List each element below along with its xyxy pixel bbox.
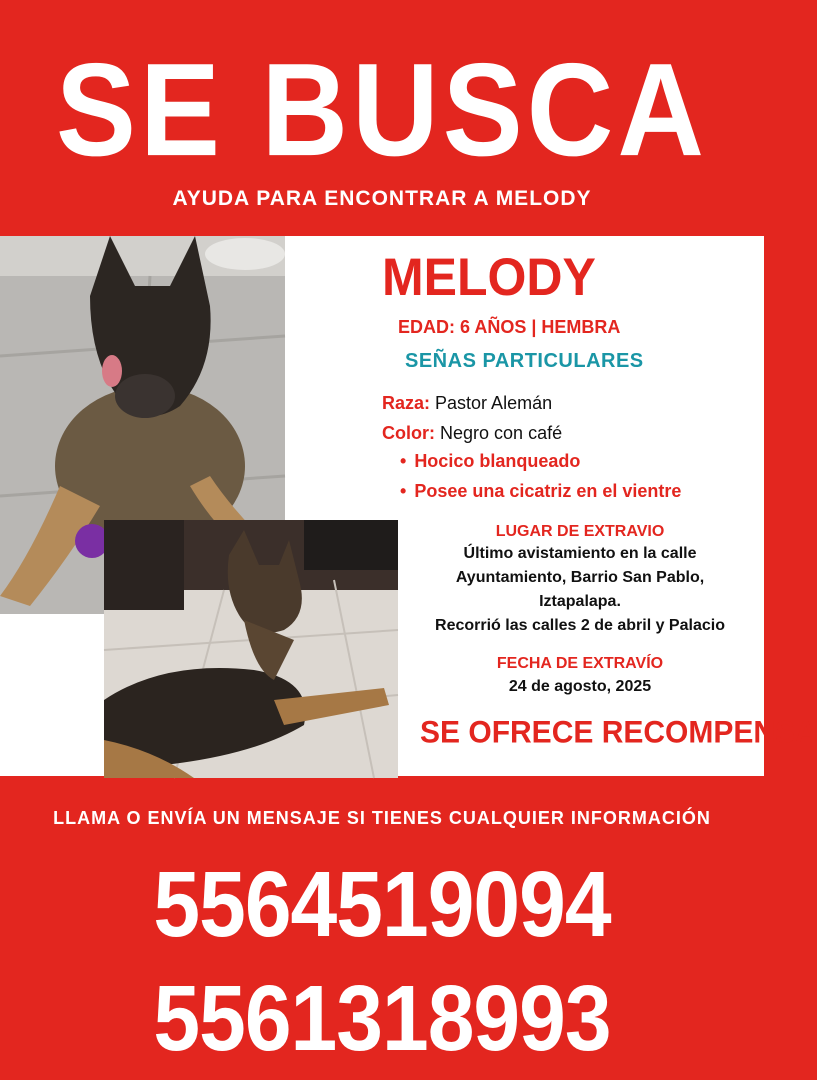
poster-subtitle: AYUDA PARA ENCONTRAR A MELODY bbox=[172, 187, 592, 210]
features-list bbox=[400, 450, 681, 510]
breed-label: Raza: bbox=[382, 393, 431, 413]
breed-row bbox=[382, 392, 552, 414]
location-line: Ayuntamiento, Barrio San Pablo, bbox=[455, 569, 705, 586]
location-section bbox=[420, 522, 740, 638]
contact-footer bbox=[0, 776, 764, 1080]
location-line: Iztapalapa. bbox=[539, 593, 621, 610]
pet-name: MELODY bbox=[382, 247, 596, 307]
pet-age-sex: EDAD: 6 AÑOS | HEMBRA bbox=[398, 317, 621, 337]
color-value: Negro con café bbox=[440, 423, 563, 443]
header-banner bbox=[0, 0, 764, 236]
lost-date-heading: FECHA DE EXTRAVÍO bbox=[496, 655, 664, 672]
signs-heading: SEÑAS PARTICULARES bbox=[405, 350, 644, 372]
lost-date-value: 24 de agosto, 2025 bbox=[508, 678, 652, 695]
reward-banner: SE OFRECE RECOMPENSA bbox=[420, 715, 817, 750]
location-heading: LUGAR DE EXTRAVIO bbox=[495, 523, 665, 540]
lost-date-section bbox=[420, 654, 740, 700]
phone-number-1[interactable]: 5564519094 bbox=[153, 852, 611, 956]
color-row bbox=[382, 422, 562, 444]
poster-title: SE BUSCA bbox=[55, 36, 709, 184]
phone-number-2[interactable]: 5561318993 bbox=[153, 966, 611, 1070]
details-panel bbox=[0, 236, 817, 776]
location-line: Último avistamiento en la calle bbox=[463, 545, 697, 562]
contact-cta: LLAMA O ENVÍA UN MENSAJE SI TIENES CUALQUIER INFORMACIÓN bbox=[53, 808, 711, 828]
location-line: Recorrió las calles 2 de abril y Palacio bbox=[435, 617, 725, 634]
list-item: • Hocico blanqueado bbox=[400, 451, 581, 471]
dog-photo-side-view bbox=[104, 520, 398, 778]
bullet-icon: • bbox=[400, 481, 407, 501]
breed-value: Pastor Alemán bbox=[435, 393, 553, 413]
bullet-icon: • bbox=[400, 451, 407, 471]
color-label: Color: bbox=[382, 423, 435, 443]
list-item: • Posee una cicatriz en el vientre bbox=[400, 481, 682, 501]
